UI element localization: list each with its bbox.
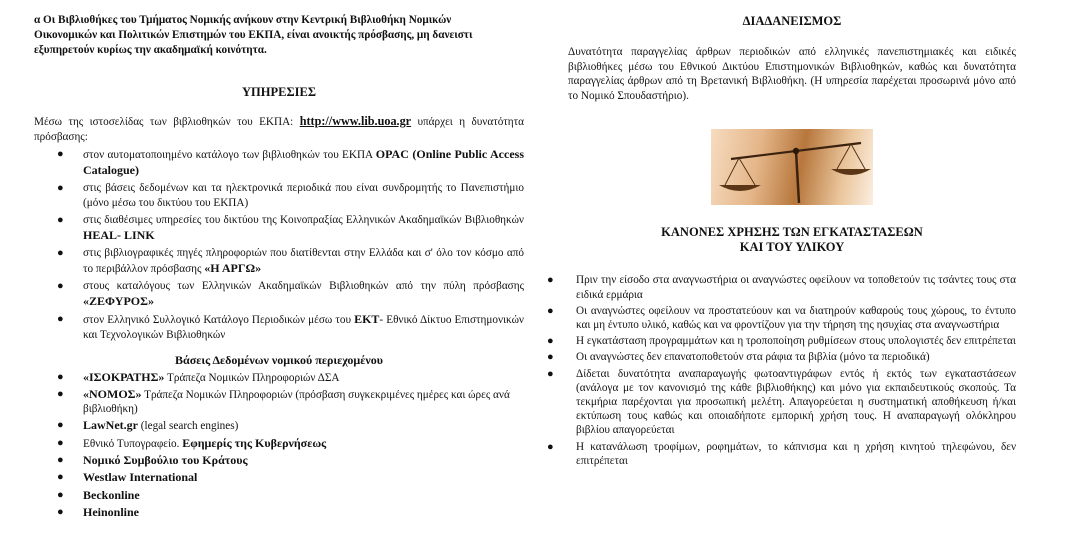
item-text: στις βάσεις δεδομένων και τα ηλεκτρονικά περιοδικά που είναι συνδρομητής το Πανεπιστήμιο (μόνο μέσω του δικτύου του ΕΚΠΑ) — [83, 182, 524, 209]
item-bold: Εφημερίς της Κυβερνήσεως — [182, 435, 327, 450]
bullet-icon: ● — [57, 471, 64, 484]
scales-of-justice-icon — [711, 129, 873, 205]
bullet-icon: ● — [57, 280, 64, 292]
interlibrary-loan-text: Δυνατότητα παραγγελίας άρθρων περιοδικών από ελληνικές πανεπιστημιακές και ειδικές βιβλιοθήκες μέσω του Εθνικού Δικτύου Επιστημονικών Βιβλιοθηκών, καθώς και δυνατότητα παραγγελίας άρθρων από τη Βρετανική Βιβλιοθήκη. (Η υπηρεσία παρέχεται προσωρινά μόνο από το Νομικό Σπουδαστήριο). — [568, 46, 1016, 102]
bullet-icon: ● — [57, 313, 64, 325]
item-bold: OPAC (Online Public Access Catalogue) — [83, 147, 524, 177]
item-text: Τράπεζα Νομικών Πληροφοριών (πρόσβαση συγκεκριμένες ημέρες και ώρες ανά βιβλιοθήκη) — [83, 389, 510, 416]
list-item — [547, 273, 1016, 301]
intro-paragraph — [34, 13, 524, 58]
item-text: Τράπεζα Νομικών Πληροφοριών ΔΣΑ — [164, 372, 340, 384]
item-text: στον Ελληνικό Συλλογικό Κατάλογο Περιοδικών μέσω του — [83, 314, 355, 326]
services-lead — [34, 114, 524, 144]
bullet-icon: ● — [57, 148, 64, 160]
item-text: Εθνικό Τυπογραφείο. — [83, 437, 183, 450]
item-bold: Heinonline — [83, 504, 140, 519]
list-item — [34, 489, 524, 504]
intro-line: Οικονομικών και Πολιτικών Επιστημών του ΕΚΠΑ, είναι ανοικτής πρόσβασης, μη δανειστι — [34, 29, 473, 41]
list-item — [547, 440, 1016, 468]
bullet-icon: ● — [57, 388, 64, 401]
item-bold: «ΝΟΜΟΣ» — [83, 387, 142, 402]
bullet-icon: ● — [57, 182, 64, 194]
item-bold: LawNet.gr — [83, 418, 138, 433]
list-item — [547, 334, 1016, 348]
services-list — [34, 147, 524, 342]
item-bold: «ΙΣΟΚΡΑΤΗΣ» — [83, 370, 165, 384]
bullet-icon: ● — [57, 214, 64, 226]
rules-heading-line: ΚΑΙ ΤΟΥ ΥΛΙΚΟΥ — [739, 240, 845, 255]
item-text: Δίδεται δυνατότητα αναπαραγωγής φωτοαντιγράφων εντός ή εκτός των εγκαταστάσεων (ανάλογα με τον κανονισμό της κάθε βιβλιοθήκης) και μόνο για εκπαιδευτικούς σκοπούς. Τα τεκμήρια παρέχονται για προσωπική μελέτη. Απαγορεύεται η συστηματική αποθήκευση ή/και εκτύπωση τους καθώς και οποιαδήποτε εμπορική χρήση τους. Η αναπαραγωγή ολόκληρου βιβλίου απαγορεύεται — [576, 367, 1016, 437]
item-tail: - Εθνικό Δίκτυο Επιστημονικών και Τεχνολογικών Βιβλιοθηκών — [83, 314, 524, 341]
list-item — [34, 246, 524, 276]
item-text: Η εγκατάσταση προγραμμάτων και η τροποποίηση ρυθμίσεων στους υπολογιστές δεν επιτρέπεται — [576, 335, 1016, 348]
bullet-icon: ● — [57, 436, 64, 449]
rules-heading — [568, 225, 1016, 255]
list-item — [34, 454, 524, 469]
list-item — [34, 471, 524, 486]
bullet-icon: ● — [57, 505, 64, 518]
bullet-icon: ● — [547, 367, 554, 380]
list-item — [34, 213, 524, 243]
left-column — [34, 0, 524, 523]
item-bold: HEAL- LINK — [83, 227, 155, 242]
intro-line: εξυπηρετούν κυρίως την ακαδημαϊκή κοινότητα. — [34, 44, 267, 56]
library-website-link[interactable]: http://www.lib.uoa.gr — [299, 114, 412, 128]
bullet-icon: ● — [57, 419, 64, 432]
rules-list — [547, 273, 1016, 468]
item-text: στον αυτοματοποιημένο κατάλογο των βιβλιοθηκών του ΕΚΠΑ — [83, 149, 376, 161]
item-bold: «ΖΕΦΥΡΟΣ» — [83, 293, 154, 308]
list-item — [547, 350, 1016, 364]
item-text: στις βιβλιογραφικές πηγές πληροφοριών που διατίθενται στην Ελλάδα και σ' όλο τον κόσμο από το περιβάλλον πρόσβασης — [83, 247, 524, 275]
item-text: (legal search engines) — [137, 420, 239, 433]
bullet-icon: ● — [547, 440, 554, 453]
list-item — [34, 312, 524, 342]
list-item — [34, 371, 524, 386]
rules-heading-line: ΚΑΝΟΝΕΣ ΧΡΗΣΗΣ ΤΩΝ ΕΓΚΑΤΑΣΤΑΣΕΩΝ — [661, 225, 923, 240]
services-lead-tail: υπάρχει η δυνατότητα πρόσβασης: — [34, 116, 524, 143]
item-text: στους καταλόγους των Ελληνικών Ακαδημαϊκών Βιβλιοθηκών από την πύλη πρόσβασης — [83, 280, 524, 292]
list-item — [34, 181, 524, 210]
list-item — [34, 279, 524, 309]
services-heading: ΥΠΗΡΕΣΙΕΣ — [242, 85, 316, 99]
bullet-icon: ● — [57, 371, 64, 383]
item-bold: Beckonline — [83, 487, 140, 502]
list-item — [547, 367, 1016, 438]
list-item — [34, 147, 524, 178]
list-item — [547, 304, 1016, 332]
bullet-icon: ● — [57, 453, 64, 466]
list-item — [34, 419, 524, 434]
intro-line: α Οι Βιβλιοθήκες του Τμήματος Νομικής ανήκουν στην Κεντρική Βιβλιοθήκη Νομικών — [34, 14, 452, 26]
list-item — [34, 388, 524, 417]
bullet-icon: ● — [547, 274, 554, 287]
services-lead-text: Μέσω της ιστοσελίδας των βιβλιοθηκών του ΕΚΠΑ: — [34, 116, 300, 128]
item-text: Πριν την είσοδο στα αναγνωστήρια οι αναγνώστες οφείλουν να τοποθετούν τις τσάντες τους στα ειδικά ερμάρια — [576, 274, 1016, 301]
bullet-icon: ● — [547, 351, 554, 364]
databases-heading: Βάσεις Δεδομένων νομικού περιεχομένου — [175, 353, 383, 367]
right-column — [547, 0, 1016, 470]
list-item — [34, 437, 524, 452]
list-item — [34, 506, 524, 521]
item-text: Οι αναγνώστες δεν επανατοποθετούν στα ράφια τα βιβλία (μόνο τα περιοδικά) — [576, 351, 930, 364]
bullet-icon: ● — [547, 335, 554, 348]
item-bold: «Η ΑΡΓΩ» — [204, 260, 262, 275]
bullet-icon: ● — [57, 488, 64, 501]
bullet-icon: ● — [547, 304, 554, 317]
bullet-icon: ● — [57, 247, 64, 259]
item-bold: Νομικό Συμβούλιο του Κράτους — [83, 452, 248, 467]
item-bold: ΕΚΤ — [354, 312, 380, 326]
item-text: Οι αναγνώστες οφείλουν να προστατεύουν και να διατηρούν καθαρούς τους χώρους, το έντυπο και μη έντυπο υλικό, καθώς και να φροντίζουν για την τήρηση της ησυχίας στα αναγνωστήρια — [576, 304, 1016, 331]
item-text: Η κατανάλωση τροφίμων, ροφημάτων, το κάπνισμα και η χρήση κινητού τηλεφώνου, δεν επιτρέπεται — [576, 440, 1016, 467]
item-text: στις διαθέσιμες υπηρεσίες του δικτύου της Κοινοπραξίας Ελληνικών Ακαδημαϊκών Βιβλιοθηκών — [83, 214, 524, 226]
interlibrary-loan-heading: ΔΙΑΔΑΝΕΙΣΜΟΣ — [742, 14, 842, 28]
databases-list — [34, 371, 524, 521]
item-bold: Westlaw International — [83, 470, 198, 485]
